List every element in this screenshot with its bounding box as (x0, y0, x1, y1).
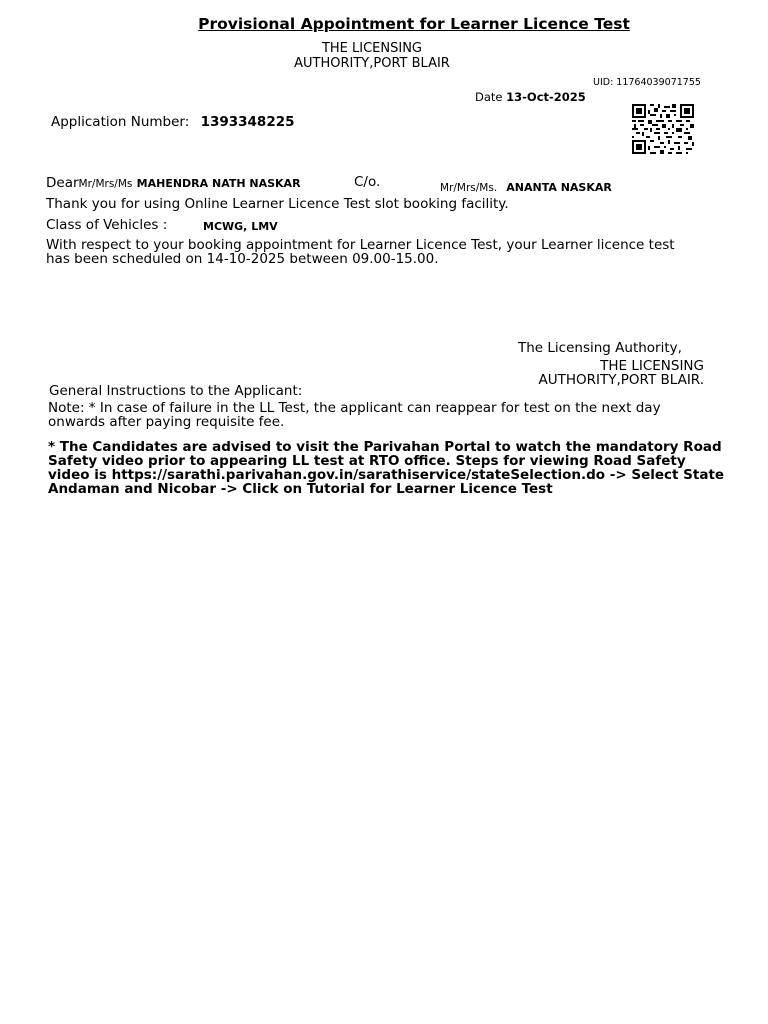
application-number-value: 1393348225 (200, 114, 295, 130)
authority-line-2: AUTHORITY,PORT BLAIR (294, 56, 450, 71)
class-of-vehicles-value: MCWG, LMV (203, 220, 278, 233)
authority-line-1: THE LICENSING (321, 41, 423, 56)
road-safety-advisory: * The Candidates are advised to visit the Parivahan Portal to watch the mandatory Road Safety video prior to appearing LL test at RTO office. Steps for viewing Road Safety video is https://sarathi.parivahan.gov.in/sarathiservice/stateSelection.do -> Select State Andaman and Nicobar -> Click on Tutorial for Learner Licence Test (48, 439, 725, 497)
signature-line-2: THE LICENSING AUTHORITY,PORT BLAIR. (538, 358, 704, 388)
salutation-line (46, 175, 301, 191)
co-label: C/o. (354, 174, 381, 190)
document-title: Provisional Appointment for Learner Licence Test (198, 15, 630, 33)
applicant-name: MAHENDRA NATH NASKAR (136, 177, 301, 190)
dear-label: Dear (46, 175, 79, 191)
date-label: Date (475, 90, 503, 104)
date-value: 13-Oct-2025 (506, 90, 586, 104)
signature-line-1: The Licensing Authority, (518, 340, 682, 356)
instructions-heading: General Instructions to the Applicant: (49, 383, 303, 399)
application-number-label: Application Number: (51, 114, 190, 130)
relation-name: ANANTA NASKAR (506, 181, 612, 194)
salutation-prefix: Mr/Mrs/Ms (78, 178, 133, 190)
schedule-text: With respect to your booking appointment for Learner Licence Test, your Learner licence test has been scheduled on 14-10-2025 between 09.00-15.00. (46, 237, 675, 267)
note-text: Note: * In case of failure in the LL Test, the applicant can reappear for test on the next day onwards after paying requisite fee. (48, 400, 661, 430)
class-of-vehicles-label: Class of Vehicles : (46, 217, 168, 233)
qr-code-icon (632, 104, 694, 154)
application-number-line (51, 114, 295, 130)
relation-salutation: Mr/Mrs/Ms. (440, 182, 498, 194)
relation-line (440, 176, 612, 195)
authority-header (0, 41, 744, 71)
thanks-text: Thank you for using Online Learner Licence Test slot booking facility. (46, 196, 509, 212)
uid-text: UID: 11764039071755 (593, 77, 701, 88)
date-line (475, 90, 586, 104)
